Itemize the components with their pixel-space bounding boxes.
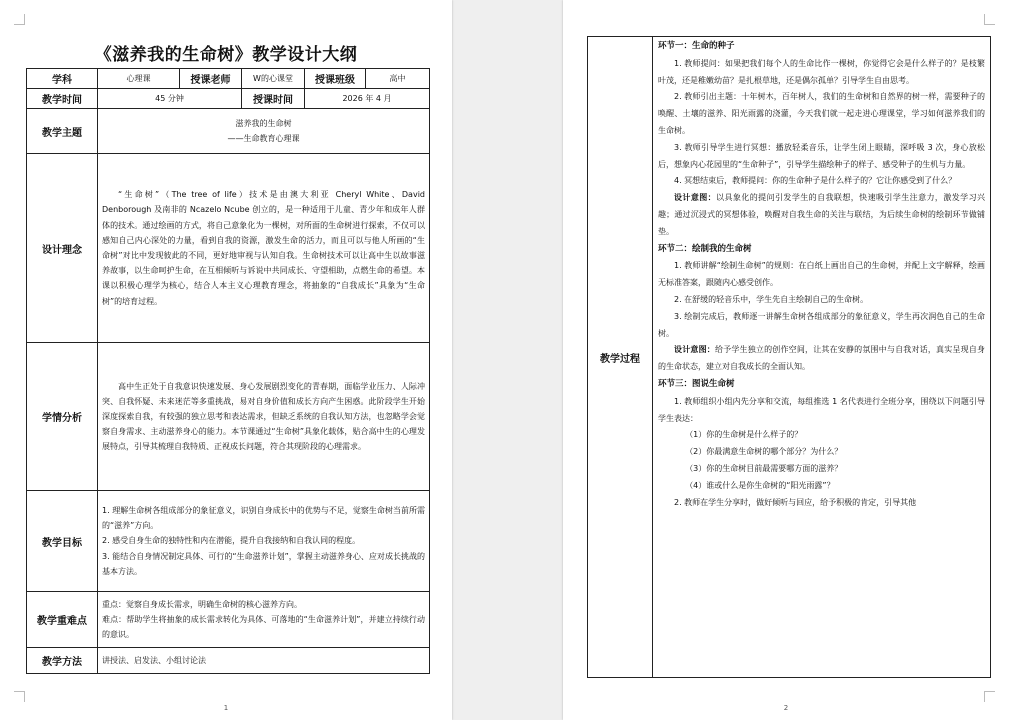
process-label: 教学过程 — [588, 37, 653, 678]
subject-value: 心理课 — [98, 69, 180, 89]
topic-subtitle: ——生命教育心理课 — [227, 134, 300, 143]
question-item: （3）你的生命树目前最需要哪方面的滋养？ — [685, 464, 843, 474]
goal-item: 3. 能结合自身情况制定具体、可行的“生命滋养计划”，掌握主动滋养身心、应对成长挑战的基本方法。 — [102, 551, 425, 576]
process-paragraph: 2. 在舒缓的轻音乐中，学生先自主绘制自己的生命树。 — [674, 295, 869, 305]
process-paragraph: 2. 教师在学生分享时，做好倾听与回应，给予积极的肯定，引导其他 — [674, 497, 917, 507]
page-corner-mark — [984, 691, 995, 702]
design-intent-text: 给予学生独立的创作空间，让其在安静的氛围中与自我对话，真实呈现自身的生命状态，建立对自我成长的全面认知。 — [658, 345, 986, 372]
goal-item: 2. 感受自身生命的独特性和内在潜能，提升自我接纳和自我认同的程度。 — [102, 536, 361, 546]
question-item: （2）你最满意生命树的哪个部分？为什么？ — [685, 447, 843, 457]
grade-label: 授课班级 — [305, 69, 366, 89]
document-title: 《滋养我的生命树》教学设计大纲 — [94, 45, 358, 65]
topic-title: 滋养我的生命树 — [235, 118, 292, 128]
concept-cell — [98, 154, 430, 343]
goals-cell — [98, 491, 430, 592]
process-paragraph: 3. 绘制完成后，教师逐一讲解生命树各组成部分的象征意义，学生再次润色自己的生命树。 — [658, 311, 985, 338]
document-page-1 — [0, 0, 452, 720]
process-cell — [653, 37, 991, 678]
topic-cell — [98, 109, 430, 154]
key-point-text: 重点：觉察自身成长需求，明确生命树的核心滋养方向。 — [102, 599, 302, 609]
teacher-value: W的心课堂 — [242, 69, 305, 89]
duration-label: 教学时间 — [27, 89, 98, 109]
difficulty-text: 难点：帮助学生将抽象的成长需求转化为具体、可落地的“生命滋养计划”，并建立持续行动的意识。 — [102, 614, 425, 640]
goal-item: 1. 理解生命树各组成部分的象征意义，识别自身成长中的优势与不足，觉察生命树当前所需的“滋养”方向。 — [102, 506, 425, 531]
question-item: （4）谁或什么是你生命树的“阳光雨露”？ — [685, 480, 835, 490]
page-number: 1 — [223, 704, 229, 712]
page-number: 2 — [783, 704, 789, 712]
lesson-plan-table — [26, 68, 430, 674]
teacher-label: 授课老师 — [180, 69, 242, 89]
section-title: 环节一：生命的种子 — [658, 41, 735, 51]
analysis-text: 高中生正处于自我意识快速发展、身心发展剧烈变化的青春期，面临学业压力、人际冲突、自我怀疑、未来迷茫等多重挑战，易对自身价值和成长方向产生困惑。此阶段学生开始深度探索自我，有较强的独立思考和表达需求，但缺乏系统的自我认知方法，也忽略学会觉察自身需求、主动滋养身心的能力。本节课通过“生命树”具象化载体，贴合高中生的心理发展特点，引导其梳理自我特质、正视成长问题，符合其现阶段的心理需求。 — [102, 381, 425, 452]
document-page-2 — [563, 0, 1009, 720]
analysis-cell — [98, 343, 430, 491]
design-intent-label: 设计意图： — [674, 345, 715, 355]
process-paragraph: 4. 冥想结束后，教师提问：你的生命种子是什么样子的？它让你感受到了什么？ — [674, 176, 957, 186]
process-paragraph: 3. 教师引导学生进行冥想：播放轻柔音乐，让学生闭上眼睛，深呼吸 3 次，身心放松后，想象内心花园里的“生命种子”，引导学生描绘种子的样子、感受种子的生机与力量。 — [658, 142, 985, 169]
date-value: 2026 年 4 月 — [305, 89, 430, 109]
process-paragraph: 1. 教师组织小组内先分享和交流，每组推选 1 名代表进行全班分享，围绕以下问题引导学生表达： — [658, 396, 985, 423]
subject-label: 学科 — [27, 69, 98, 89]
process-paragraph: 1. 教师讲解“绘制生命树”的规则：在白纸上画出自己的生命树，并配上文字解释，绘画无标准答案，跟随内心感受创作。 — [658, 261, 985, 288]
goals-label: 教学目标 — [27, 491, 98, 592]
section-title: 环节三：图说生命树 — [658, 379, 735, 390]
page-corner-mark — [14, 14, 25, 25]
keypoints-label: 教学重难点 — [27, 592, 98, 648]
methods-label: 教学方法 — [27, 648, 98, 674]
duration-value: 45 分钟 — [98, 89, 242, 109]
page-corner-mark — [14, 691, 25, 702]
topic-label: 教学主题 — [27, 109, 98, 154]
design-intent-text: 以具象化的提问引发学生的自我联想，快速吸引学生注意力，激发学习兴趣；通过沉浸式的冥想体验，唤醒对自我生命的关注与联结，为后续生命树的绘制环节做铺垫。 — [658, 193, 986, 236]
process-paragraph: 2. 教师引出主题：十年树木，百年树人，我们的生命树和自然界的树一样，需要种子的唤醒、土壤的滋养、阳光雨露的浇灌，今天我们就一起走进心理课堂，学习如何滋养我们的生命树。 — [658, 92, 985, 136]
design-intent — [658, 190, 985, 240]
keypoints-cell — [98, 592, 430, 648]
design-intent-label: 设计意图： — [674, 193, 717, 203]
teaching-process-table — [587, 36, 991, 678]
date-label: 授课时间 — [242, 89, 305, 109]
methods-cell — [98, 648, 430, 674]
page-corner-mark — [984, 14, 995, 25]
concept-label: 设计理念 — [27, 154, 98, 343]
methods-value: 讲授法、启发法、小组讨论法 — [102, 655, 206, 665]
process-paragraph: 1. 教师提问：如果把我们每个人的生命比作一棵树，你觉得它会是什么样子的？是枝繁叶茂，还是稚嫩幼苗？是扎根草地，还是偶尔孤单？引导学生自由思考。 — [658, 58, 985, 85]
analysis-label: 学情分析 — [27, 343, 98, 491]
concept-text: “生命树”（The tree of life）技术是由澳大利亚 Cheryl White、David Denborough 及南非的 Ncazelo Ncube 创立的，是一种适用于儿童、青少年和成年人群体的技术。通过绘画的方式，将自己意象化为一棵树，对所面的生命树进行探索，不仅可以感知自己内心深处的力量，看到自我的资源，激发生命的活力，而且可以与他人所画的“生命树”对比中发现彼此的不同，更好地审视与认知自我。生命树技术可以让高中生以故事滋养故事，以生命呵护生命，在互相倾听与诉说中共同成长、守望相助，点燃生命的希望。本课以积极心理学为核心，结合人本主义心理教育理念，将抽象的“自我成长”具象为“生命树”的培育过程。 — [102, 190, 425, 306]
section-title: 环节二：绘制我的生命树 — [658, 243, 752, 254]
grade-value: 高中 — [366, 69, 430, 89]
question-item: （1）你的生命树是什么样子的？ — [685, 430, 803, 440]
design-intent — [658, 342, 985, 376]
